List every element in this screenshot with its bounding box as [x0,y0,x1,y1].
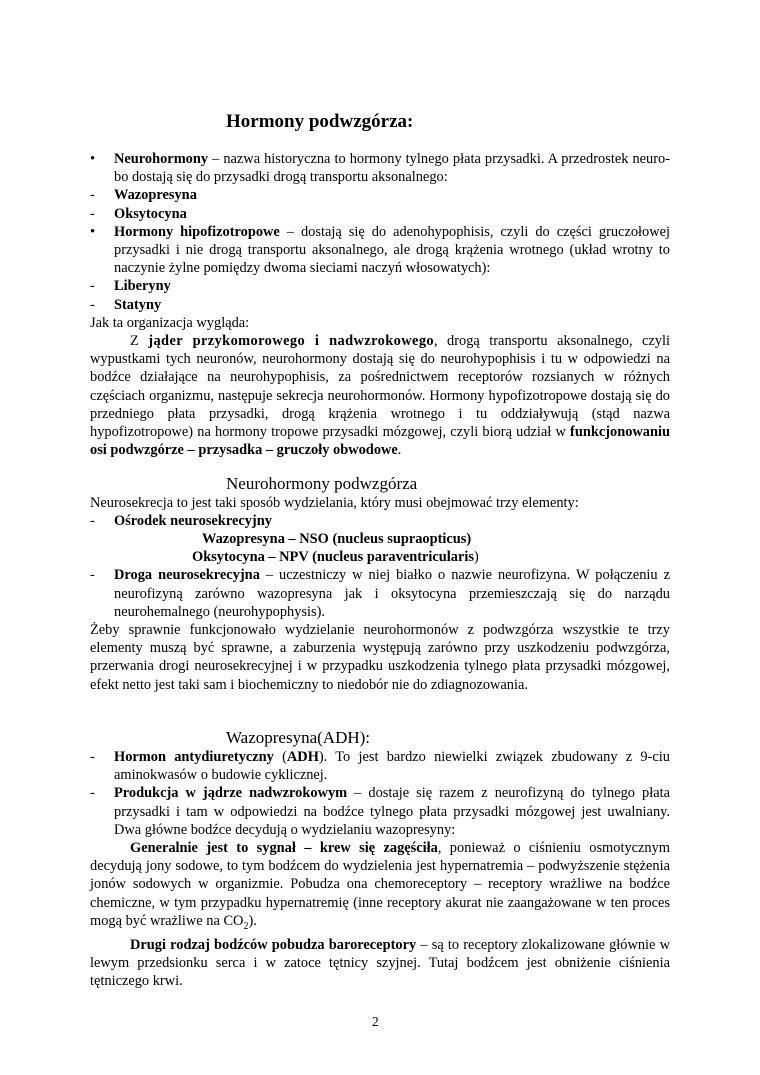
dash-marker: - [90,567,95,584]
list-item [90,784,670,839]
dash-marker: - [90,187,95,204]
term: Hormon antydiuretyczny [114,749,274,765]
text: , ponieważ o ciśnieniu osmotycznym decydują jony sodowe, to tym bodźcem do wydzielenia jest hypernatremia – podwyższenie stężenia jonów sodowych w organizmie. Pobudza ona chemoreceptory – receptory wrażliwe na bodźce chemiczne, w tym przypadku hypernatremię (inne receptory akurat nie zaangażowane w ten proces mogą być wrażliwe na CO [90,840,670,929]
term: jąder przykomorowego i nadwzrokowego [148,333,435,350]
term: Generalnie jest to sygnał – krew się zagęściła [130,840,438,857]
list-item [90,223,670,278]
term: Wazopresyna [114,187,197,204]
page-title: Hormony podwzgórza: [226,111,414,132]
list-item [90,277,670,295]
term: Ośrodek neurosekrecyjny [114,513,272,530]
list-item [90,566,670,621]
term: funkcjonowaniu osi podwzgórze – przysadka – gruczoły obwodowe [90,424,670,459]
list-item [90,186,670,204]
paragraph [90,936,670,991]
paragraph: Jak ta organizacja wygląda: [90,314,250,331]
item-text: ( [273,749,287,765]
dash-marker: - [90,785,95,802]
section-heading: Neurohormony podwzgórza [226,474,418,493]
text: , drogą transportu aksonalnego, czyli wypustkami tych neuronów, neurohormony dostają się do neurohypophisis i tu w odpowiedzi na bodźce działające na neurohypophisis, za pośrednictwem receptorów rozsianych w różnych częściach organizmu, następuje sekrecja neurohormonów. Hormony hypofizotropowe dostają się do przedniego płata przysadki, drogą krążenia wrotnego i tu oddziaływują (stąd nazwa hypofizotropowe) na hormony tropowe przysadki mózgowej, czyli biorą udział w [90,333,671,441]
text: – są to receptory zlokalizowane głównie w lewym przedsionku serca i w zatoce tętnicy szyjnej. Tutaj bodźcem jest obniżenie ciśnienia tętniczego krwi. [90,936,671,990]
centered-line [192,548,479,566]
list-item [90,205,670,223]
dash-marker: - [90,513,95,530]
bullet-marker: • [90,151,96,167]
list-item [90,748,670,784]
term: Neurohormony [114,151,209,167]
subscript: 2 [243,920,249,932]
item-text: ). To jest bardzo niewielki związek zbudowany z 9-ciu aminokwasów o budowie cyklicznej. [114,749,670,784]
list-item [90,512,670,530]
term: Hormony hipofizotropowe [114,223,280,240]
term: Liberyny [114,278,171,295]
dash-marker: - [90,205,95,222]
bullet-marker: • [90,223,96,240]
dash-marker: - [90,296,95,313]
item-text: – dostaje się razem z neurofizyną do tylnego płata przysadki i tam w odpowiedzi na bodźce tylnego płata przysadki mózgowej jest uwalniany. Dwa główne bodźce decydują o wydzielaniu wazopresyny: [114,785,670,838]
dash-marker: - [90,278,95,295]
section-hormony [90,150,670,459]
section-neurohormony [90,494,670,694]
list-item [90,150,670,186]
item-text: – dostają się do adenohypophisis, czyli do części gruczołowej przysadki i nie drogą transportu aksonalnego, ale drogą krążenia wrotnego (układ wrotny to naczynie żylne pomiędzy dwoma sieciami naczyń włosowatych): [114,223,670,277]
text: . [397,442,402,459]
term: ADH [286,749,319,765]
item-text: – nazwa historyczna to hormony tylnego płata przysadki. A przedrostek neuro- bo dostają się do przysadki drogą transportu aksonalnego: [114,151,670,186]
section-heading: Wazopresyna(ADH): [226,728,371,747]
page-number: 2 [372,1014,379,1029]
paragraph: Żeby sprawnie funkcjonowało wydzielanie neurohormonów z podwzgórza wszystkie te trzy elementy muszą być sprawne, a zaburzenia występują zarówno przy uszkodzeniu podwzgórza, przerwania drogi neurosekrecyjnej i w przypadku uszkodzenia tylnego płata przysadki mózgowej, efekt netto jest taki sam i biochemiczny to niedobór nie do zdiagnozowania. [90,622,670,693]
text: ) [473,549,479,565]
term: Statyny [114,296,162,313]
term: Produkcja w jądrze nadwzrokowym [114,785,348,802]
section-wazopresyna [90,748,670,991]
text: Z [130,333,149,350]
term: Drugi rodzaj bodźców pobudza baroreceptory [130,936,417,953]
paragraph: Neurosekrecja to jest taki sposób wydzielania, który musi obejmować trzy elementy: [90,495,579,511]
text: ). [248,912,257,929]
list-item [90,296,670,314]
paragraph [90,839,670,936]
term: Oksytocyna [114,205,187,222]
centered-line: Wazopresyna – NSO (nucleus supraopticus) [202,531,472,547]
paragraph [90,332,670,459]
term: Droga neurosekrecyjna [114,567,260,584]
item-text: – uczestniczy w niej białko o nazwie neurofizyna. W połączeniu z neurofizyną zarówno wazopresyna jak i oksytocyna przemieszczają się do narządu neurohemalnego (neurohypophysis). [114,567,670,620]
dash-marker: - [90,749,95,765]
text: Oksytocyna – NPV (nucleus paraventricularis [192,549,474,565]
